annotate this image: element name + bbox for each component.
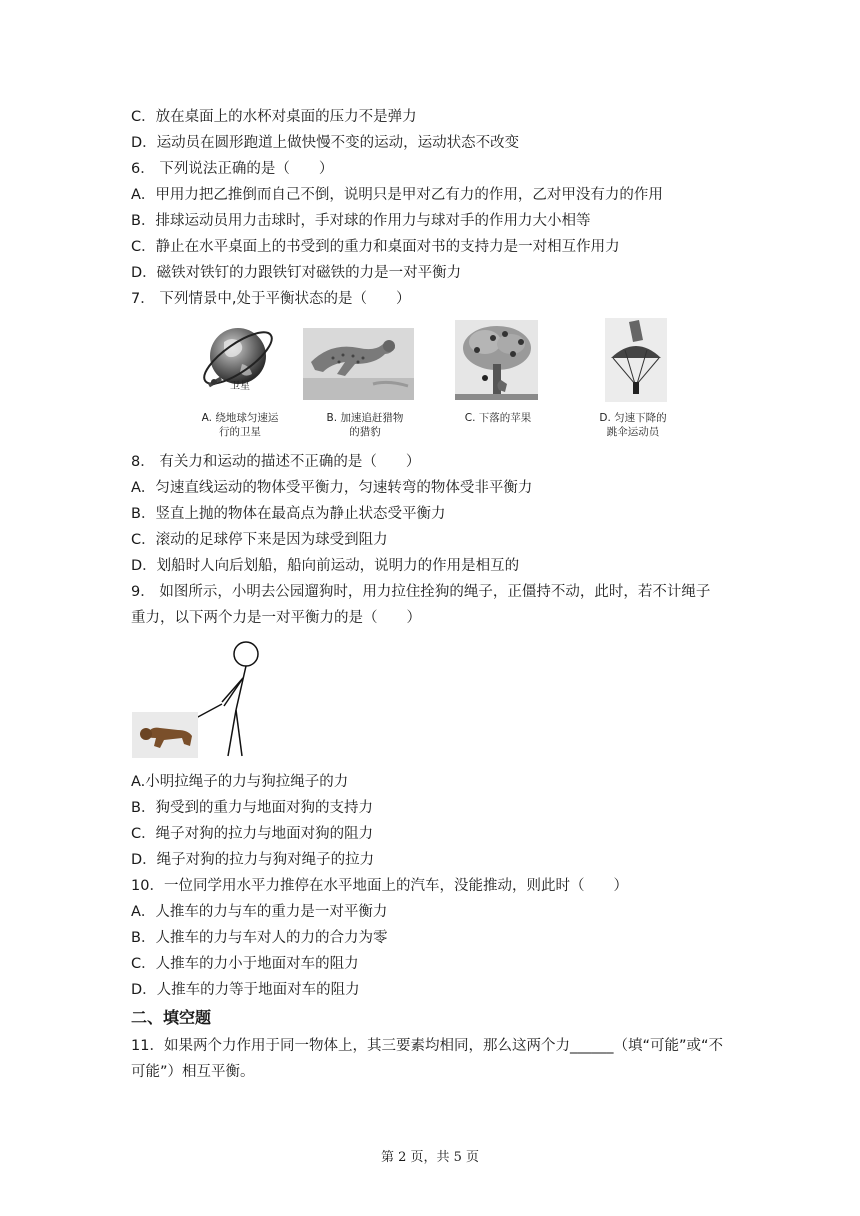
question-6-option-c: C．静止在水平桌面上的书受到的重力和桌面对书的支持力是一对相互作用力 [131, 239, 620, 255]
question-7-stem: 7． 下列情景中,处于平衡状态的是（ ） [131, 291, 411, 307]
question-8-option-a: A．匀速直线运动的物体受平衡力，匀速转弯的物体受非平衡力 [131, 480, 533, 496]
question-6-option-a: A．甲用力把乙推倒而自己不倒，说明只是甲对乙有力的作用，乙对甲没有力的作用 [131, 187, 663, 203]
question-11-line2: 可能”）相互平衡。 [131, 1064, 255, 1080]
question-9-option-b: B．狗受到的重力与地面对狗的支持力 [131, 800, 373, 816]
question-10-option-b: B．人推车的力与车对人的力的合力为零 [131, 930, 388, 946]
question-6-stem: 6． 下列说法正确的是（ ） [131, 161, 334, 177]
question-10-option-c: C．人推车的力小于地面对车的阻力 [131, 956, 359, 972]
question-9-option-d: D．绳子对狗的拉力与狗对绳子的拉力 [131, 852, 375, 868]
question-11-line1: 11．如果两个力作用于同一物体上，其三要素均相同，那么这两个力______（填“可能”或“不 [131, 1038, 723, 1054]
caption-b: B. 加速追赶猎物 的猎豹 [326, 412, 404, 438]
apple-tree-image [455, 320, 538, 400]
question-6-option-d: D．磁铁对铁钉的力跟铁钉对磁铁的力是一对平衡力 [131, 265, 462, 281]
option-6-context-d: D．运动员在圆形跑道上做快慢不变的运动，运动状态不改变 [131, 135, 520, 151]
question-10-stem: 10．一位同学用水平力推停在水平地面上的汽车，没能推动，则此时（ ） [131, 878, 628, 894]
question-9-stem-line2: 重力，以下两个力是一对平衡力的是（ ） [131, 610, 421, 626]
person-walking-dog-image [132, 638, 267, 760]
question-9-option-a: A.小明拉绳子的力与狗拉绳子的力 [131, 774, 349, 790]
satellite-label: 卫星 [230, 381, 250, 392]
question-6-option-b: B．排球运动员用力击球时，手对球的作用力与球对手的作用力大小相等 [131, 213, 591, 229]
question-8-stem: 8． 有关力和运动的描述不正确的是（ ） [131, 454, 421, 470]
page-footer: 第 2 页，共 5 页 [380, 1150, 480, 1165]
question-8-option-c: C．滚动的足球停下来是因为球受到阻力 [131, 532, 388, 548]
caption-d: D. 匀速下降的 跳伞运动员 [599, 412, 667, 438]
parachutist-image [605, 318, 667, 402]
question-8-option-b: B．竖直上抛的物体在最高点为静止状态受平衡力 [131, 506, 446, 522]
section-heading-fill-in: 二、填空题 [131, 1008, 212, 1027]
cheetah-image [303, 328, 414, 400]
option-6-context-c: C．放在桌面上的水杯对桌面的压力不是弹力 [131, 109, 417, 125]
question-9-stem-line1: 9． 如图所示，小明去公园遛狗时，用力拉住拴狗的绳子，正僵持不动，此时，若不计绳子 [131, 584, 711, 600]
caption-c: C. 下落的苹果 [464, 412, 532, 424]
satellite-earth-image [190, 320, 285, 400]
question-8-option-d: D．划船时人向后划船，船向前运动，说明力的作用是相互的 [131, 558, 520, 574]
question-10-option-d: D．人推车的力等于地面对车的阻力 [131, 982, 360, 998]
question-9-option-c: C．绳子对狗的拉力与地面对狗的阻力 [131, 826, 374, 842]
caption-a: A. 绕地球匀速运 行的卫星 [201, 412, 279, 438]
question-10-option-a: A．人推车的力与车的重力是一对平衡力 [131, 904, 388, 920]
